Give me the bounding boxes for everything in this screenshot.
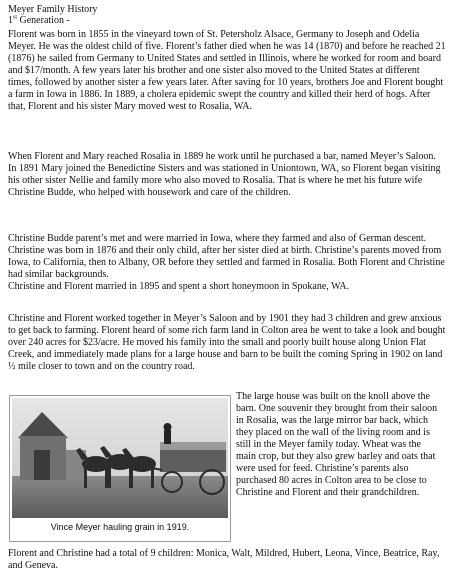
generation-number: 1 [8, 15, 13, 26]
photo-figure [9, 395, 231, 542]
paragraph-4: Christine and Florent worked together in Meyer’s Saloon and by 1901 they had 3 children and grew anxious to get back to farming. Florent heard of some rich farm land in Colton area he went to take a look and bought over 240 acres for $23/acre. He moved his family into the small and poorly built house along Union Flat Creek, and immediately made plans for a large house and barn to be built the coming Spring in 1902 on land ½ mile closer to town and on the country road. [8, 313, 446, 372]
paragraph-6: Florent and Christine had a total of 9 children: Monica, Walt, Mildred, Hubert, Leona, Vince, Beatrice, Ray, and Geneva. [8, 548, 440, 571]
paragraph-5: The large house was built on the knoll above the barn. One souvenir they brought from their saloon in Rosalia, was the large mirror bar back, which they placed on the wall of the living room and is still in the Meyer family today. Wheat was the main crop, but they also grew barley and oats that were used for feed. Christine’s parents also purchased 80 acres in Colton area to be close to Christine and Florent and their grandchildren. [236, 391, 438, 498]
driver [164, 430, 171, 444]
generation-suffix: st [13, 14, 18, 21]
driver-head [164, 423, 172, 431]
generation-label: Generation - [17, 15, 70, 26]
wagon-box [160, 448, 226, 472]
photo-ground [12, 476, 228, 518]
paragraph-1: Florent was born in 1855 in the vineyard town of St. Petersholz Alsace, Germany to Joseph and Odelia Meyer. He was the oldest child of five. Florent’s father died when he was 14 (1870) and before he reached 21 (1876) he sailed from Germany to United States and settled in Illinois, where he worked for room and board and $17/month. A few years later his brother and one sister also moved to the United States at different times, followed by another sister a few years later. After saving for 10 years, brothers Joe and Florent bought a farm in Iowa in 1886. In 1889, a cholera epidemic swept the country and killed their herd of hogs. After that, Florent and his sister Mary moved west to Rosalia, WA. [8, 29, 446, 112]
paragraph-2: When Florent and Mary reached Rosalia in 1889 he work until he purchased a bar, named Meyer’s Saloon. In 1891 Mary joined the Benedictine Sisters and was stationed in Uniontown, WA, so Florent began visiting his other sister Nellie and family more who also moved to Rosalia. That is where he met his future wife Christine Budde, who helped with housework and care of the children. [8, 151, 441, 198]
historic-photo [12, 398, 228, 518]
photo-caption: Vince Meyer hauling grain in 1919. [50, 522, 190, 532]
document-title: Meyer Family History [8, 4, 98, 15]
paragraph-3b: Christine and Florent married in 1895 and spent a short honeymoon in Spokane, WA. [8, 281, 350, 292]
barn-door [34, 450, 50, 480]
generation-heading [8, 15, 446, 27]
paragraph-3a: Christine Budde parent’s met and were married in Iowa, where they farmed and also of German descent. Christine was born in 1876 and their only child, after her sister died at birth. Christine’s parents moved from Iowa, to California, then to Albany, OR before they settled and farmed in Rosalia. Both Florent and Christine had similar backgrounds. [8, 233, 445, 280]
paragraph-3 [8, 233, 446, 293]
